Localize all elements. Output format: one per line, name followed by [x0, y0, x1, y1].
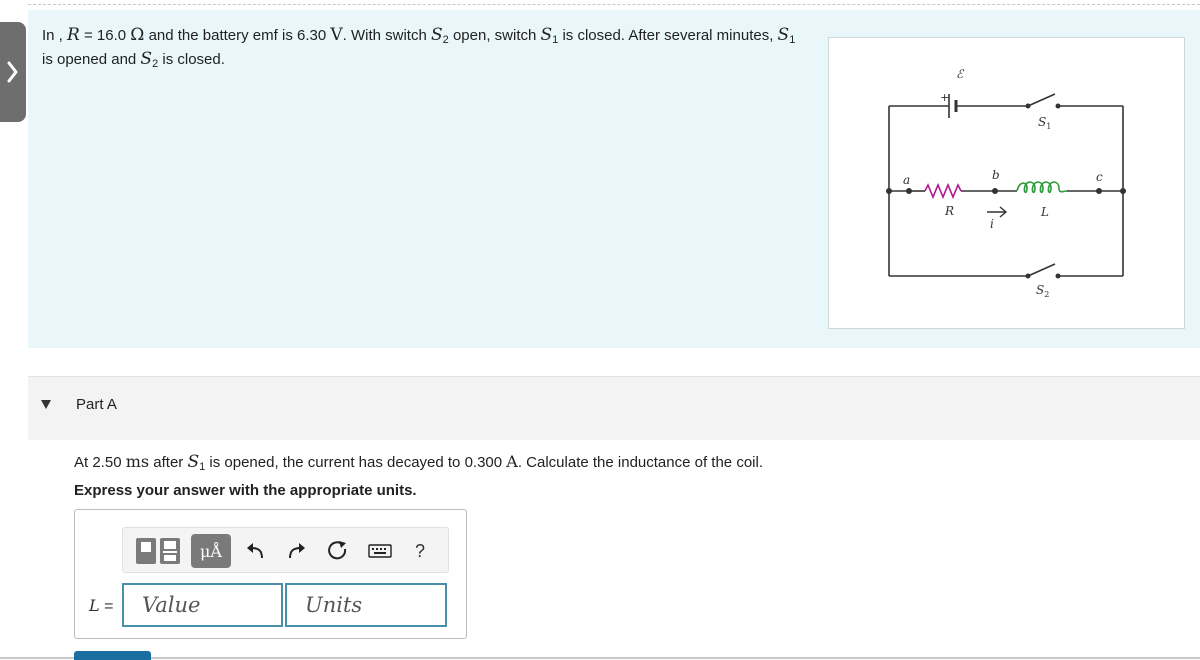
top-divider [28, 4, 1200, 5]
answer-instruction: Express your answer with the appropriate units. [74, 482, 417, 499]
part-a-header[interactable] [28, 376, 1200, 440]
battery-plus-label: + [940, 91, 950, 104]
part-title: Part A [76, 396, 117, 413]
units-input[interactable] [285, 583, 447, 627]
reset-icon [327, 540, 349, 562]
node-a-label: a [903, 173, 911, 187]
submit-button[interactable] [74, 651, 151, 660]
s1-label: $S_1$ [1038, 115, 1052, 131]
redo-icon [286, 542, 306, 560]
bottom-divider [0, 657, 1200, 659]
undo-icon [246, 542, 266, 560]
keyboard-icon [368, 544, 392, 558]
undo-button[interactable] [239, 528, 273, 574]
templates-button[interactable] [133, 528, 185, 574]
value-input[interactable] [122, 583, 283, 627]
circuit-diagram [828, 37, 1185, 329]
resistor-r [925, 185, 961, 197]
chevron-right-icon [7, 61, 19, 83]
inductor-l [1017, 182, 1067, 192]
question-text: At 2.50 ms after $S_1$ is opened, the current has decayed to 0.300 A. Calculate the inductance of the coil. [74, 452, 763, 473]
keyboard-button[interactable] [363, 528, 397, 574]
help-button[interactable]: ? [414, 540, 425, 561]
junction-left [886, 188, 892, 194]
node-c-label: c [1096, 170, 1103, 184]
units-symbol-button[interactable]: μÅ [191, 534, 231, 568]
problem-statement-panel [28, 10, 1200, 348]
s2-label: $S_2$ [1036, 283, 1050, 299]
switch-s1-blade [1028, 94, 1055, 106]
problem-text: In , R = 16.0 Ω and the battery emf is 6.30 V. With switch $S_2$ open, switch $S_1$ is closed. After several minutes, $S_1$ is opened and $S_2$ is closed. [42, 25, 796, 70]
emf-label: ℰ [956, 67, 964, 81]
answer-variable-label: L = [89, 596, 114, 615]
resistor-label: R [945, 204, 955, 218]
expand-panel-tab[interactable] [0, 22, 26, 122]
node-b-label: b [992, 168, 1000, 182]
switch-s2-blade [1028, 264, 1055, 276]
redo-button[interactable] [279, 528, 313, 574]
templates-icon [135, 536, 183, 566]
collapse-caret-icon[interactable] [41, 400, 51, 409]
inductor-label: L [1041, 205, 1049, 219]
reset-button[interactable] [321, 528, 355, 574]
current-label: i [990, 217, 994, 231]
math-toolbar [122, 527, 449, 573]
answer-box [74, 509, 467, 639]
junction-right [1120, 188, 1126, 194]
